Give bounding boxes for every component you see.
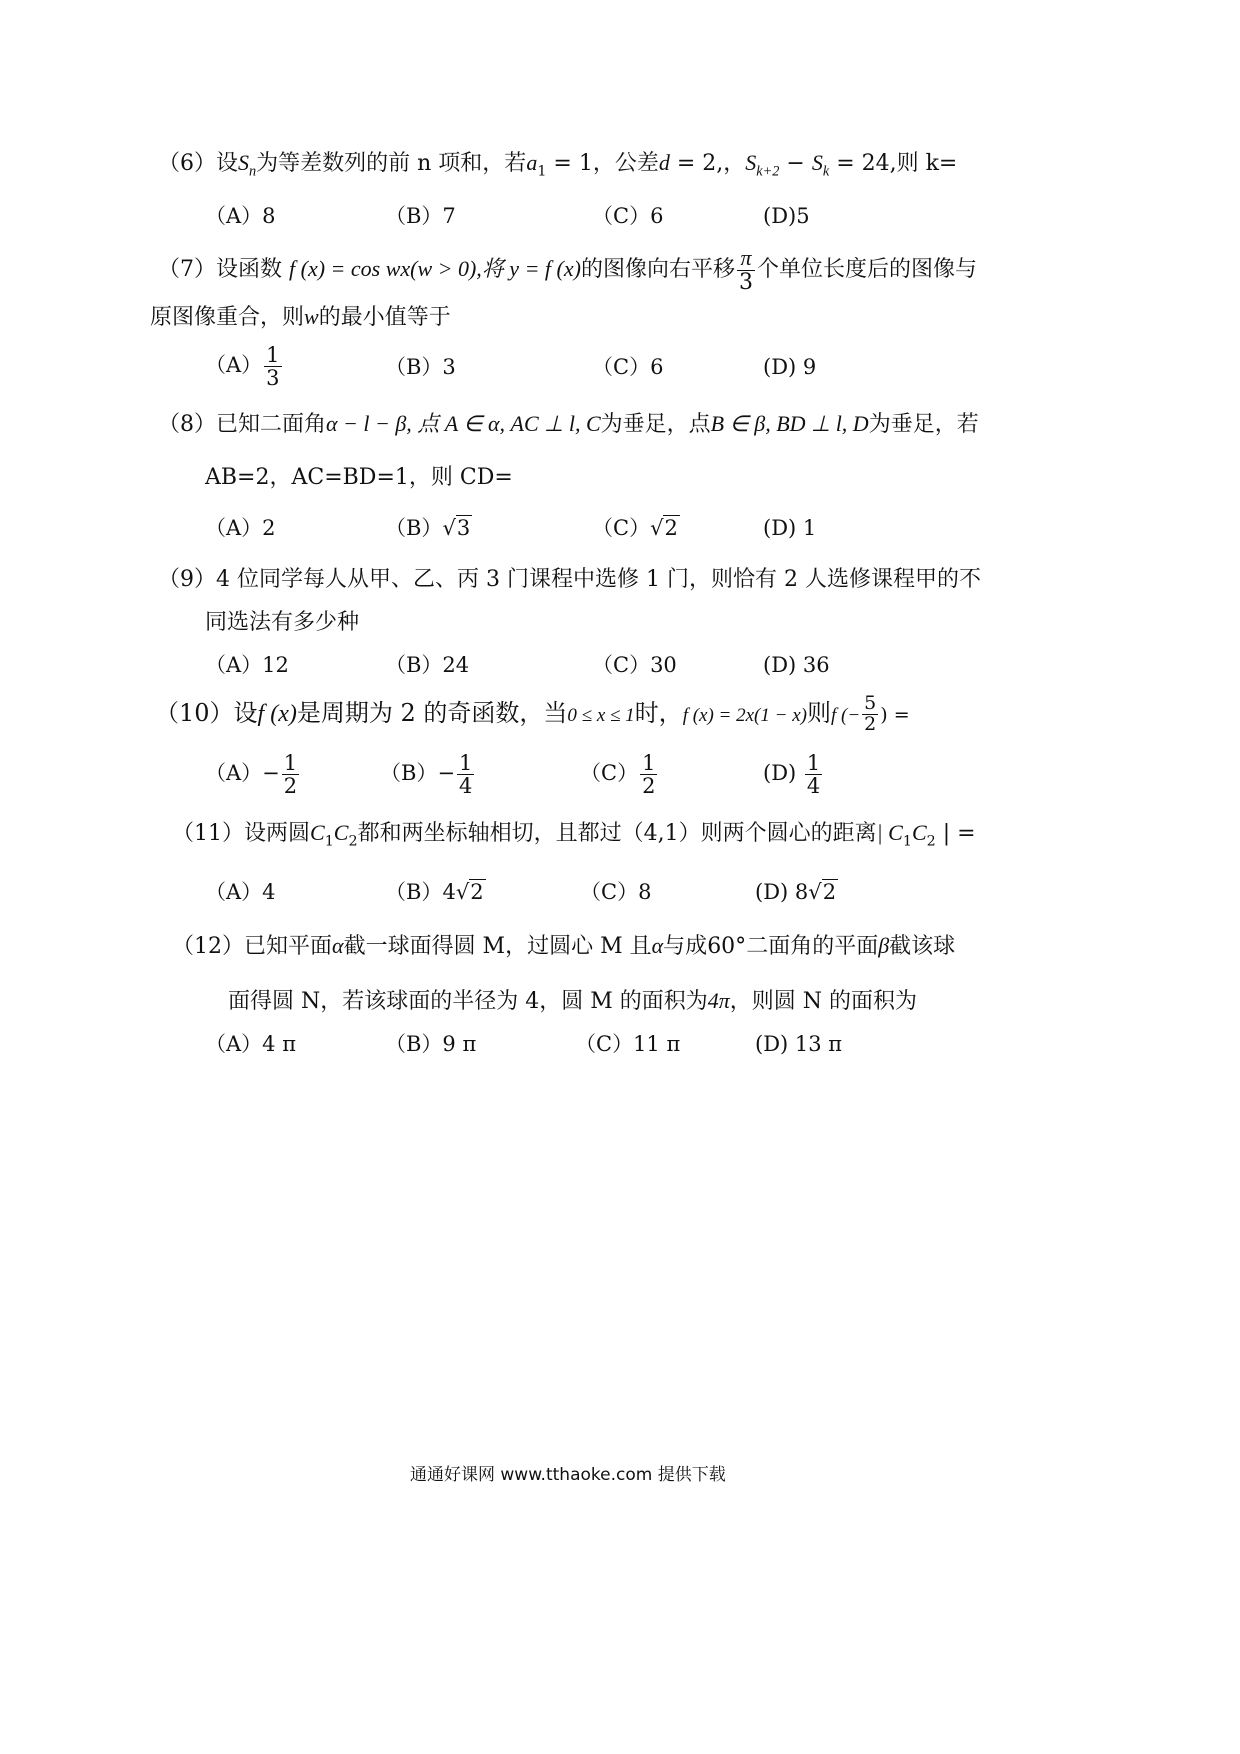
q6-option-c: （C）6 xyxy=(592,204,664,228)
q12-option-a: （A）4 π xyxy=(205,1032,297,1056)
q11-stem: （11）设两圆$C_1C_2$都和两坐标轴相切，且都过（4,1）则两个圆心的距离| $C_1C_2$ | = xyxy=(172,820,976,850)
q12-stem-line1: （12）已知平面α截一球面得圆 M，过圆心 M 且α与成60°二面角的平面β截该球 xyxy=(172,933,956,959)
page-footer: 通通好课网 www.tthaoke.com 提供下载 xyxy=(410,1465,726,1485)
q6-option-b: （B）7 xyxy=(385,204,456,228)
q8-option-d: (D) 1 xyxy=(763,516,817,540)
q10-stem: （10）设f (x)是周期为 2 的奇函数，当0 ≤ x ≤ 1时，f (x) = 2x(1 − x)则f (− $\frac{5}{2}$ ) = xyxy=(155,692,910,735)
q10-option-c: （C） $\frac{1}{2}$ xyxy=(580,751,656,799)
q8-option-b: （B）√3 xyxy=(385,516,471,540)
q6-option-d: (D)5 xyxy=(763,204,810,228)
q11-option-c: （C）8 xyxy=(580,880,652,904)
q8-stem-line1: （8）已知二面角α − l − β, 点 A ∈ α, AC ⊥ l, C为垂足，点B ∈ β, BD ⊥ l, D为垂足，若 xyxy=(158,411,979,437)
q8-option-c: （C）√2 xyxy=(592,516,678,540)
q12-option-b: （B）9 π xyxy=(385,1032,477,1056)
q9-option-a: （A）12 xyxy=(205,653,289,677)
q7-fraction-pi-over-3: $\frac{\pi}{3}$ xyxy=(738,245,753,296)
q11-option-d: (D) 8√2 xyxy=(755,880,837,904)
q12-option-d: (D) 13 π xyxy=(755,1032,843,1056)
q7-stem-line1: （7）设函数 f (x) = cos wx(w > 0),将 y = f (x)的图像向右平移 $\frac{\pi}{3}$ 个单位长度后的图像与 xyxy=(158,245,977,296)
q7-stem-line2: 原图像重合，则w的最小值等于 xyxy=(150,304,451,330)
q9-option-c: （C）30 xyxy=(592,653,677,677)
q7-option-c: （C）6 xyxy=(592,355,664,379)
q9-option-d: (D) 36 xyxy=(763,653,830,677)
q10-option-d: (D) $\frac{1}{4}$ xyxy=(763,751,821,799)
q7-option-a: （A） $\frac{1}{3}$ xyxy=(205,343,280,391)
q8-stem-line2: AB=2，AC=BD=1，则 CD= xyxy=(205,465,513,490)
q9-option-b: （B）24 xyxy=(385,653,470,677)
q6-stem: （6）设$S_n$为等差数列的前 n 项和，若$a_1 = 1$，公差d = 2,，$S_{k+2} - S_k = 24$,则 k= xyxy=(158,150,958,180)
q10-option-a: （A）− $\frac{1}{2}$ xyxy=(205,751,298,799)
q12-stem-line2: 面得圆 N，若该球面的半径为 4，圆 M 的面积为4π，则圆 N 的面积为 xyxy=(228,988,918,1014)
q10-option-b: （B）− $\frac{1}{4}$ xyxy=(380,751,473,799)
q8-option-a: （A）2 xyxy=(205,516,276,540)
q7-option-d: (D) 9 xyxy=(763,355,817,379)
q9-stem-line2: 同选法有多少种 xyxy=(205,610,360,635)
q7-option-b: （B）3 xyxy=(385,355,456,379)
q12-option-c: （C）11 π xyxy=(575,1032,681,1056)
q11-option-b: （B）4√2 xyxy=(385,880,484,904)
q6-option-a: （A）8 xyxy=(205,204,276,228)
q9-stem-line1: （9）4 位同学每人从甲、乙、丙 3 门课程中选修 1 门，则恰有 2 人选修课程甲的不 xyxy=(158,567,981,592)
q11-option-a: （A）4 xyxy=(205,880,276,904)
